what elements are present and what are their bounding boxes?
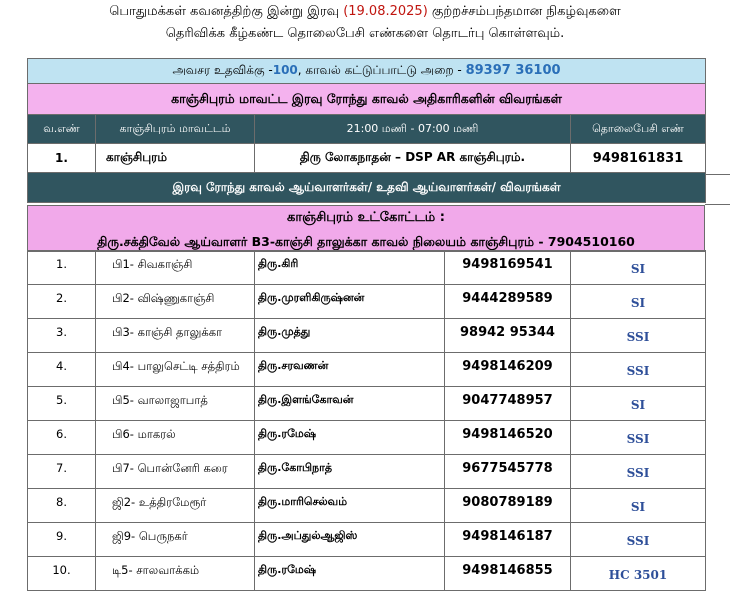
sno-cell: 7.	[28, 455, 96, 489]
district-title-row	[28, 84, 706, 115]
officer-name-cell: திரு.ரமேஷ்	[255, 557, 445, 591]
phone-cell: 9498146187	[445, 523, 571, 557]
station-cell: பி4- பாலுசெட்டி சத்திரம்	[96, 353, 255, 387]
phone-cell: 9080789189	[445, 489, 571, 523]
table-row	[28, 353, 706, 387]
control-room-number: 89397 36100	[465, 63, 561, 78]
station-cell: ஜி9- பெருநகர்	[96, 523, 255, 557]
table-edge-divider	[705, 174, 730, 205]
officer-name-cell: திரு.ரமேஷ்	[255, 421, 445, 455]
dsp-phone: 9498161831	[571, 144, 706, 173]
phone-cell: 9498146209	[445, 353, 571, 387]
station-cell: பி5- வாலாஜாபாத்	[96, 387, 255, 421]
rank-cell: SI	[571, 489, 706, 523]
rank-cell: SSI	[571, 319, 706, 353]
subdivision-inspector: திரு.சக்திவேல் ஆய்வாளர் B3-காஞ்சி தாலுக்கா காவல் நிலையம் காஞ்சிபுரம் - 7904510160	[97, 234, 635, 249]
rank-cell: SSI	[571, 421, 706, 455]
table-row	[28, 523, 706, 557]
phone-cell: 9498169541	[445, 251, 571, 285]
sno-cell: 3.	[28, 319, 96, 353]
officers-title-row	[28, 173, 706, 203]
intro-line-1	[0, 4, 730, 20]
table-row	[28, 285, 706, 319]
dsp-place: காஞ்சிபுரம்	[96, 144, 255, 173]
station-officers-table	[27, 250, 706, 591]
subdivision-title: காஞ்சிபுரம் உட்கோட்டம் :	[287, 210, 445, 225]
rank-cell: SI	[571, 251, 706, 285]
table-row	[28, 421, 706, 455]
header-phone: தொலைபேசி எண்	[571, 115, 706, 144]
officers-title: இரவு ரோந்து காவல் ஆய்வாளர்கள்/ உதவி ஆய்வாளர்கள்/ விவரங்கள்	[28, 173, 706, 203]
rank-cell: HC 3501	[571, 557, 706, 591]
intro-date: (19.08.2025)	[343, 4, 428, 19]
phone-cell: 98942 95344	[445, 319, 571, 353]
station-cell: பி2- விஷ்ணுகாஞ்சி	[96, 285, 255, 319]
sno-cell: 2.	[28, 285, 96, 319]
emergency-prefix: அவசர உதவிக்கு -	[172, 63, 273, 77]
emergency-row	[28, 59, 706, 84]
officer-name-cell: திரு.கோபிநாத்	[255, 455, 445, 489]
table-row	[28, 489, 706, 523]
intro-line-2: தெரிவிக்க கீழ்கண்ட தொலைபேசி எண்களை தொடர்பு கொள்ளவும்.	[165, 26, 565, 41]
station-cell: பி3- காஞ்சி தாலுக்கா	[96, 319, 255, 353]
phone-cell: 9498146520	[445, 421, 571, 455]
table-row	[28, 455, 706, 489]
sno-cell: 5.	[28, 387, 96, 421]
sno-cell: 1.	[28, 251, 96, 285]
phone-cell: 9444289589	[445, 285, 571, 319]
emergency-number: 100	[272, 63, 298, 77]
rank-cell: SI	[571, 285, 706, 319]
subdivision-row	[28, 206, 705, 252]
emergency-cell	[28, 59, 706, 84]
rank-cell: SSI	[571, 353, 706, 387]
intro-text-before: பொதுமக்கள் கவனத்திற்கு இன்று இரவு	[109, 4, 344, 19]
subdivision-cell	[28, 206, 705, 252]
header-district: காஞ்சிபுரம் மாவட்டம்	[96, 115, 255, 144]
sno-cell: 6.	[28, 421, 96, 455]
dsp-officer: திரு லோகநாதன் – DSP AR காஞ்சிபுரம்.	[255, 144, 571, 173]
officer-name-cell: திரு.முத்து	[255, 319, 445, 353]
station-cell: பி6- மாகரல்	[96, 421, 255, 455]
station-cell: டி5- சாலவாக்கம்	[96, 557, 255, 591]
sno-cell: 10.	[28, 557, 96, 591]
table-row	[28, 387, 706, 421]
phone-cell: 9047748957	[445, 387, 571, 421]
sno-cell: 9.	[28, 523, 96, 557]
district-officers-table	[27, 58, 706, 203]
rank-cell: SSI	[571, 455, 706, 489]
officer-name-cell: திரு.இளங்கோவன்	[255, 387, 445, 421]
table-header-row	[28, 115, 706, 144]
dsp-row	[28, 144, 706, 173]
station-cell: ஜி2- உத்திரமேரூர்	[96, 489, 255, 523]
table-row	[28, 319, 706, 353]
intro-text-after: குற்றச்சம்பந்தமான நிகழ்வுகளை	[427, 4, 621, 19]
phone-cell: 9498146855	[445, 557, 571, 591]
emergency-middle: , காவல் கட்டுப்பாட்டு அறை -	[297, 63, 466, 77]
officer-name-cell: திரு.அப்துல்ஆஜிஸ்	[255, 523, 445, 557]
rank-cell: SSI	[571, 523, 706, 557]
phone-cell: 9677545778	[445, 455, 571, 489]
rank-cell: SI	[571, 387, 706, 421]
officer-name-cell: திரு.மாரிசெல்வம்	[255, 489, 445, 523]
subdivision-table	[27, 205, 705, 252]
officer-name-cell: திரு.கிரி	[255, 251, 445, 285]
sno-cell: 4.	[28, 353, 96, 387]
header-sno: வ.எண்	[28, 115, 96, 144]
district-title: காஞ்சிபுரம் மாவட்ட இரவு ரோந்து காவல் அதிகாரிகளின் விவரங்கள்	[28, 84, 706, 115]
officer-name-cell: திரு.முரளிகிருஷ்னன்	[255, 285, 445, 319]
officer-name-cell: திரு.சரவணன்	[255, 353, 445, 387]
sno-cell: 8.	[28, 489, 96, 523]
header-time: 21:00 மணி - 07:00 மணி	[255, 115, 571, 144]
table-row	[28, 557, 706, 591]
table-row	[28, 251, 706, 285]
station-cell: பி1- சிவகாஞ்சி	[96, 251, 255, 285]
dsp-sno: 1.	[28, 144, 96, 173]
station-cell: பி7- பொன்னேரி கரை	[96, 455, 255, 489]
